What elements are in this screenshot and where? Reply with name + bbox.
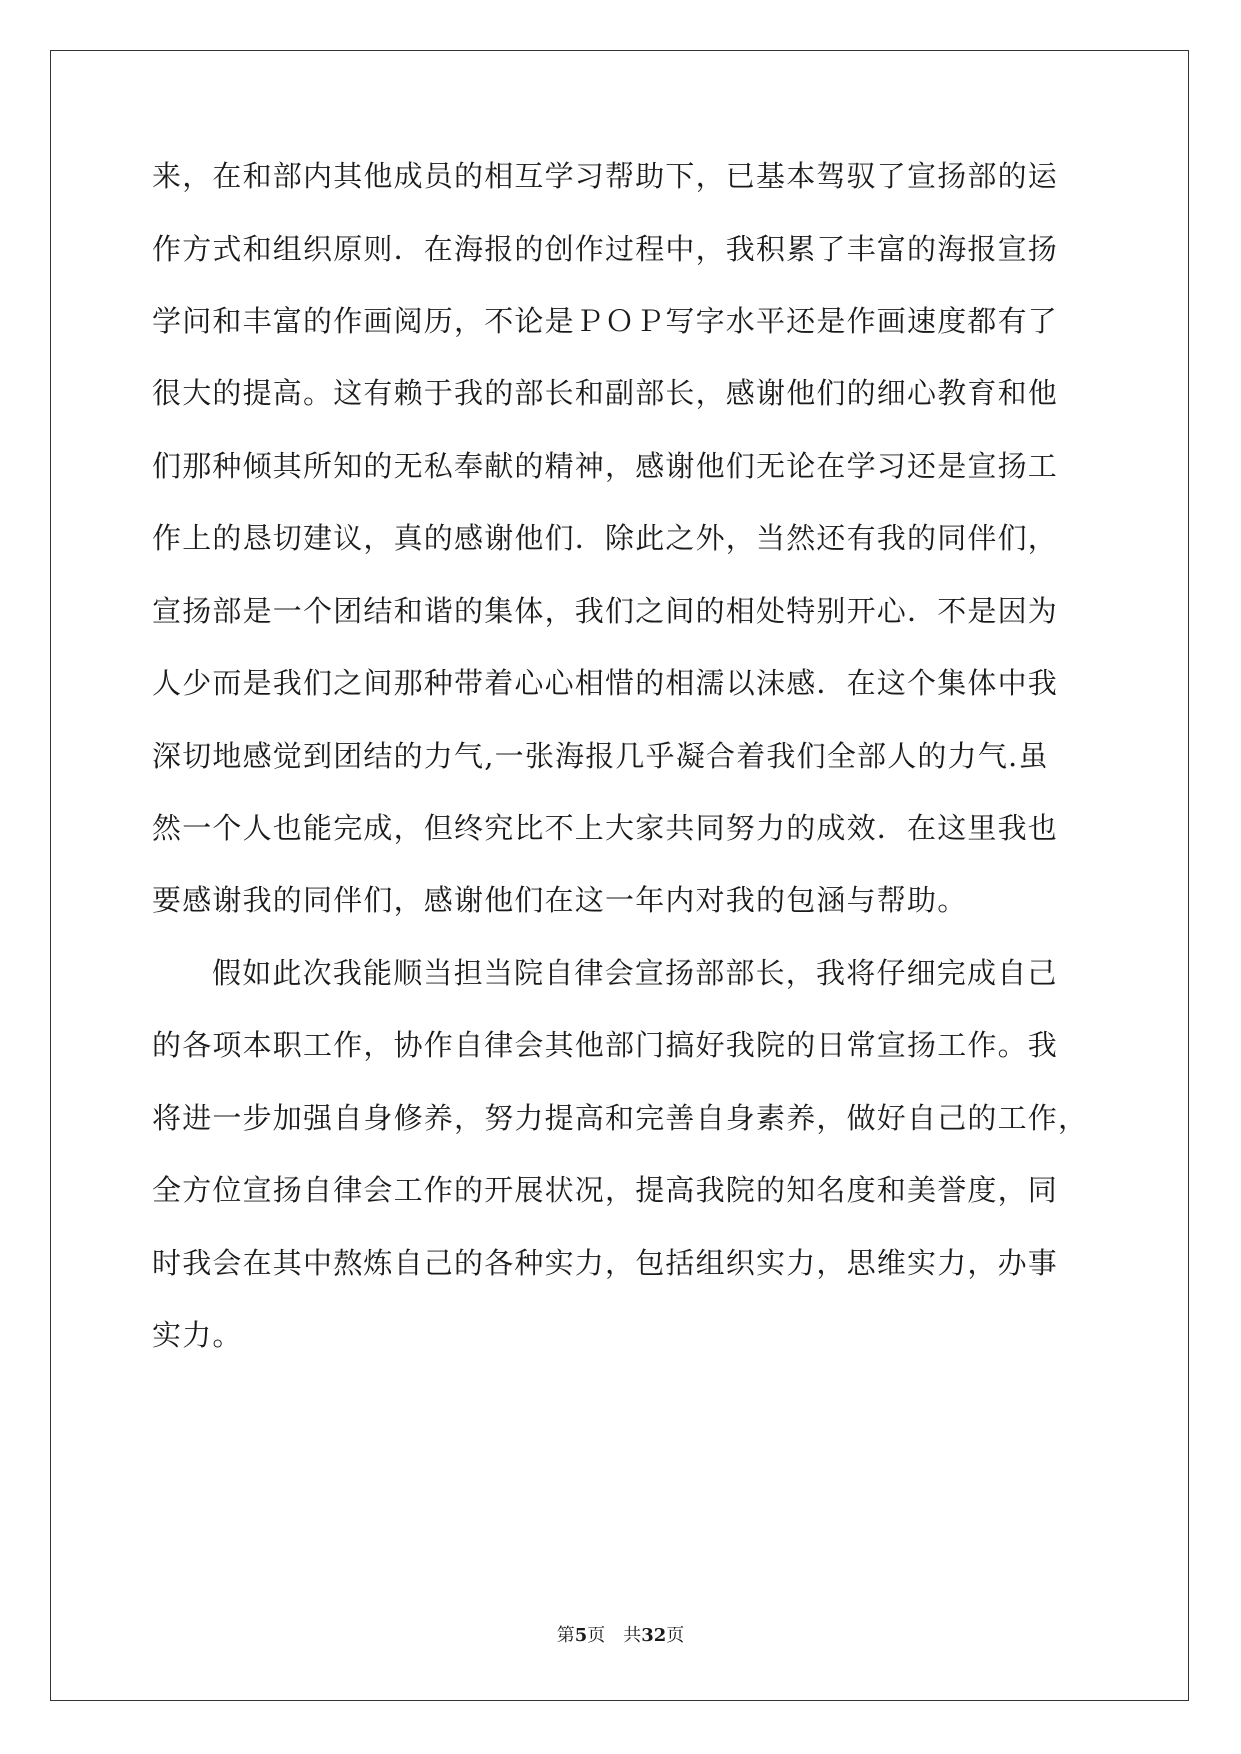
body-text-line: 人少而是我们之间那种带着心心相惜的相濡以沫感．在这个集体中我 — [152, 666, 1059, 700]
body-text-line: 全方位宣扬自律会工作的开展状况，提高我院的知名度和美誉度，同 — [152, 1173, 1059, 1207]
body-text-line: 宣扬部是一个团结和谐的集体，我们之间的相处特别开心．不是因为 — [152, 594, 1059, 628]
footer-total-prefix: 共 — [623, 1625, 642, 1646]
body-text-line: 来，在和部内其他成员的相互学习帮助下，已基本驾驭了宣扬部的运 — [152, 159, 1059, 193]
body-text-line: 作方式和组织原则．在海报的创作过程中，我积累了丰富的海报宣扬 — [152, 232, 1059, 266]
body-text-line: 们那种倾其所知的无私奉献的精神，感谢他们无论在学习还是宣扬工 — [152, 449, 1059, 483]
body-text-line: 学问和丰富的作画阅历，不论是ＰＯＰ写字水平还是作画速度都有了 — [152, 304, 1059, 338]
body-text-line: 深切地感觉到团结的力气,一张海报几乎凝合着我们全部人的力气.虽 — [152, 739, 1049, 773]
body-text-line: 假如此次我能顺当担当院自律会宣扬部部长，我将仔细完成自己 — [212, 956, 1058, 990]
page-footer — [0, 1624, 1241, 1648]
body-text-line: 时我会在其中熬炼自己的各种实力，包括组织实力，思维实力，办事 — [152, 1246, 1059, 1280]
footer-page-prefix: 第 — [556, 1625, 575, 1646]
body-text-line: 然一个人也能完成，但终究比不上大家共同努力的成效．在这里我也 — [152, 811, 1059, 845]
body-text-line: 的各项本职工作，协作自律会其他部门搞好我院的日常宣扬工作。我 — [152, 1028, 1059, 1062]
footer-total-suffix: 页 — [666, 1625, 685, 1646]
page-border — [50, 50, 1189, 1701]
body-text-line: 将进一步加强自身修养，努力提高和完善自身素养，做好自己的工作， — [152, 1101, 1089, 1135]
footer-total-pages: 32 — [641, 1625, 667, 1646]
body-text-line: 要感谢我的同伴们，感谢他们在这一年内对我的包涵与帮助。 — [152, 883, 968, 917]
footer-page-number: 5 — [574, 1625, 588, 1646]
body-text-line: 很大的提高。这有赖于我的部长和副部长，感谢他们的细心教育和他 — [152, 376, 1059, 410]
body-text-line: 作上的恳切建议，真的感谢他们．除此之外，当然还有我的同伴们， — [152, 521, 1059, 555]
footer-page-suffix: 页 — [587, 1625, 606, 1646]
body-text-line: 实力。 — [152, 1318, 243, 1352]
